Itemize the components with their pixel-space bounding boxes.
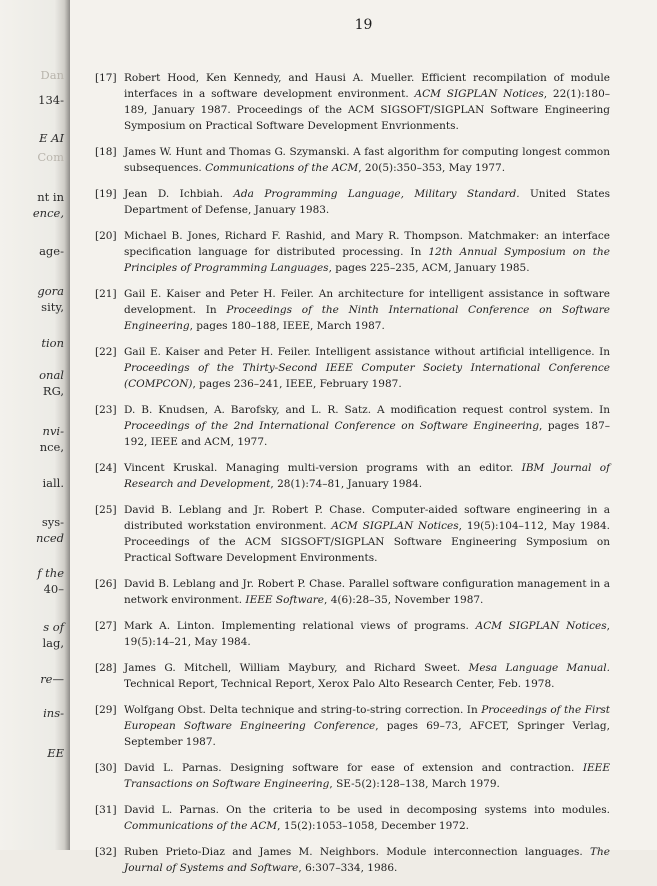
reference-text: , pages 69–73, AFCET, Springer Verlag, September 1987. (124, 720, 610, 748)
reference-entry (95, 402, 610, 450)
reference-text: , 20(5):350–353, May 1977. (358, 162, 506, 174)
reference-entry (95, 576, 610, 608)
reference-number: [27] (95, 620, 117, 632)
reference-number: [30] (95, 762, 117, 774)
margin-fragment: onal (39, 368, 64, 382)
reference-entry (95, 228, 610, 276)
reference-text: Michael B. Jones, Richard F. Rashid, and Mary R. Thompson. Matchmaker: an interface specification language for distributed processing. In (124, 230, 610, 258)
margin-fragment: nced (35, 531, 64, 545)
reference-text: David B. Leblang and Jr. Robert P. Chase. Parallel software configuration management in a network environment. (124, 578, 610, 606)
reference-venue: IEEE Software (245, 594, 325, 606)
reference-number: [28] (95, 662, 117, 674)
reference-text: , 22(1):180–189, January 1987. Proceedings of the ACM SIGSOFT/SIGPLAN Software Engineering Symposium on Practical Software Development Envrionments. (124, 88, 610, 132)
reference-number: [24] (95, 462, 117, 474)
reference-text: David L. Parnas. On the criteria to be used in decomposing systems into modules. (124, 804, 610, 816)
reference-entry (95, 844, 610, 876)
margin-fragment: RG, (42, 384, 64, 398)
reference-entry (95, 502, 610, 566)
margin-fragment: ence, (32, 206, 64, 220)
reference-text: United States Department of Defense, January 1983. (124, 188, 610, 216)
reference-text: Wolfgang Obst. Delta technique and string-to-string correction. In (124, 704, 482, 716)
margin-fragment: 134- (38, 93, 64, 107)
margin-fragment: EE (47, 746, 64, 760)
reference-venue: ACM SIGPLAN Notices (475, 620, 607, 632)
page-number: 19 (354, 17, 373, 33)
reference-venue: IEEE Transactions on Software Engineering (124, 762, 610, 790)
margin-fragment: nce, (39, 440, 64, 454)
reference-text: Vincent Kruskal. Managing multi-version programs with an editor. (124, 462, 522, 474)
reference-venue: IBM Journal of Research and Development (124, 462, 610, 490)
reference-number: [23] (95, 404, 117, 416)
reference-venue: Proceedings of the First European Software Engineering Conference (124, 704, 610, 732)
reference-text: , 4(6):28–35, November 1987. (324, 594, 484, 606)
reference-text: , pages 236–241, IEEE, February 1987. (192, 378, 402, 390)
reference-venue: ACM SIGPLAN Notices (414, 88, 544, 100)
reference-number: [32] (95, 846, 117, 858)
margin-fragment: gora (37, 284, 64, 298)
reference-text: , pages 225–235, ACM, January 1985. (328, 262, 530, 274)
reference-venue: The Journal of Systems and Software (124, 846, 610, 874)
margin-fragment: iall. (42, 476, 64, 490)
reference-text: James G. Mitchell, William Maybury, and Richard Sweet. (124, 662, 469, 674)
reference-entry (95, 286, 610, 334)
margin-fragment: nt in (37, 190, 64, 204)
margin-fragment: tion (41, 336, 64, 350)
margin-fragment: sys- (41, 515, 64, 529)
reference-number: [25] (95, 504, 117, 516)
reference-entry (95, 144, 610, 176)
reference-entry (95, 802, 610, 834)
reference-text: David B. Leblang and Jr. Robert P. Chase. Computer-aided software engineering in a distributed workstation environment. (124, 504, 610, 532)
margin-fragment: Com (37, 150, 64, 164)
reference-text: , pages 180–188, IEEE, March 1987. (189, 320, 385, 332)
reference-number: [31] (95, 804, 117, 816)
margin-fragment: ins- (43, 706, 64, 720)
reference-number: [29] (95, 704, 117, 716)
margin-fragment: re— (40, 672, 64, 686)
reference-entry (95, 460, 610, 492)
reference-text: , 28(1):74–81, January 1984. (270, 478, 423, 490)
reference-venue: Proceedings of the Thirty-Second IEEE Computer Society International Conference (COMPCON) (124, 362, 610, 390)
reference-text: , 19(5):104–112, May 1984. Proceedings of the ACM SIGSOFT/SIGPLAN Software Engineering Symposium on Practical Software Development Environments. (124, 520, 610, 564)
reference-number: [22] (95, 346, 117, 358)
reference-venue: Communications of the ACM (124, 820, 278, 832)
reference-text: D. B. Knudsen, A. Barofsky, and L. R. Satz. A modification request control system. In (124, 404, 610, 416)
reference-number: [20] (95, 230, 117, 242)
reference-venue: ACM SIGPLAN Notices (331, 520, 459, 532)
reference-text: , SE-5(2):128–138, March 1979. (329, 778, 500, 790)
reference-entry (95, 660, 610, 692)
reference-text: James W. Hunt and Thomas G. Szymanski. A fast algorithm for computing longest common subsequences. (124, 146, 610, 174)
reference-text: , 15(2):1053–1058, December 1972. (277, 820, 469, 832)
margin-fragment: lag, (42, 636, 64, 650)
reference-venue: Proceedings of the 2nd International Conference on Software Engineering (124, 420, 540, 432)
reference-venue: Proceedings of the Ninth International Conference on Software Engineering (124, 304, 610, 332)
reference-text: Ruben Prieto-Diaz and James M. Neighbors. Module interconnection languages. (124, 846, 591, 858)
reference-entry (95, 344, 610, 392)
reference-text: , pages 187–192, IEEE and ACM, 1977. (124, 420, 611, 448)
reference-list (95, 70, 610, 886)
margin-fragment: E AI (39, 131, 64, 145)
margin-fragment: nvi- (42, 424, 64, 438)
reference-text: David L. Parnas. Designing software for ease of extension and contraction. (124, 762, 583, 774)
reference-text: , 19(5):14–21, May 1984. (124, 620, 610, 648)
reference-number: [18] (95, 146, 117, 158)
reference-text: Robert Hood, Ken Kennedy, and Hausi A. Mueller. Efficient recompilation of module interfaces in a software development environment. (124, 72, 610, 100)
margin-fragment: sity, (41, 300, 64, 314)
reference-number: [19] (95, 188, 117, 200)
reference-entry (95, 70, 610, 134)
margin-fragment: f the (37, 566, 64, 580)
facing-page-margin (0, 0, 70, 850)
reference-text: Gail E. Kaiser and Peter H. Feiler. Intelligent assistance without artificial intelligence. In (124, 346, 610, 358)
reference-entry (95, 618, 610, 650)
margin-fragment: 40– (43, 582, 64, 596)
reference-text: Gail E. Kaiser and Peter H. Feiler. An architecture for intelligent assistance in software development. In (124, 288, 610, 316)
reference-text: , 6:307–334, 1986. (298, 862, 398, 874)
reference-entry (95, 760, 610, 792)
reference-entry (95, 702, 610, 750)
reference-number: [21] (95, 288, 117, 300)
reference-text: Jean D. Ichbiah. (124, 188, 234, 200)
reference-entry (95, 186, 610, 218)
reference-venue: 12th Annual Symposium on the Principles of Programming Languages (124, 246, 610, 274)
margin-fragment: s of (43, 620, 64, 634)
reference-venue: Ada Programming Language, Military Standard. (233, 188, 520, 200)
reference-number: [17] (95, 72, 117, 84)
reference-venue: Mesa Language Manual. (468, 662, 610, 674)
page (70, 0, 657, 874)
reference-text: Technical Report, Technical Report, Xerox Palo Alto Research Center, Feb. 1978. (124, 678, 555, 690)
reference-text: Mark A. Linton. Implementing relational views of programs. (124, 620, 476, 632)
margin-fragment: Dan (40, 68, 64, 82)
margin-fragment: age- (39, 244, 64, 258)
reference-number: [26] (95, 578, 117, 590)
reference-venue: Communications of the ACM (205, 162, 359, 174)
